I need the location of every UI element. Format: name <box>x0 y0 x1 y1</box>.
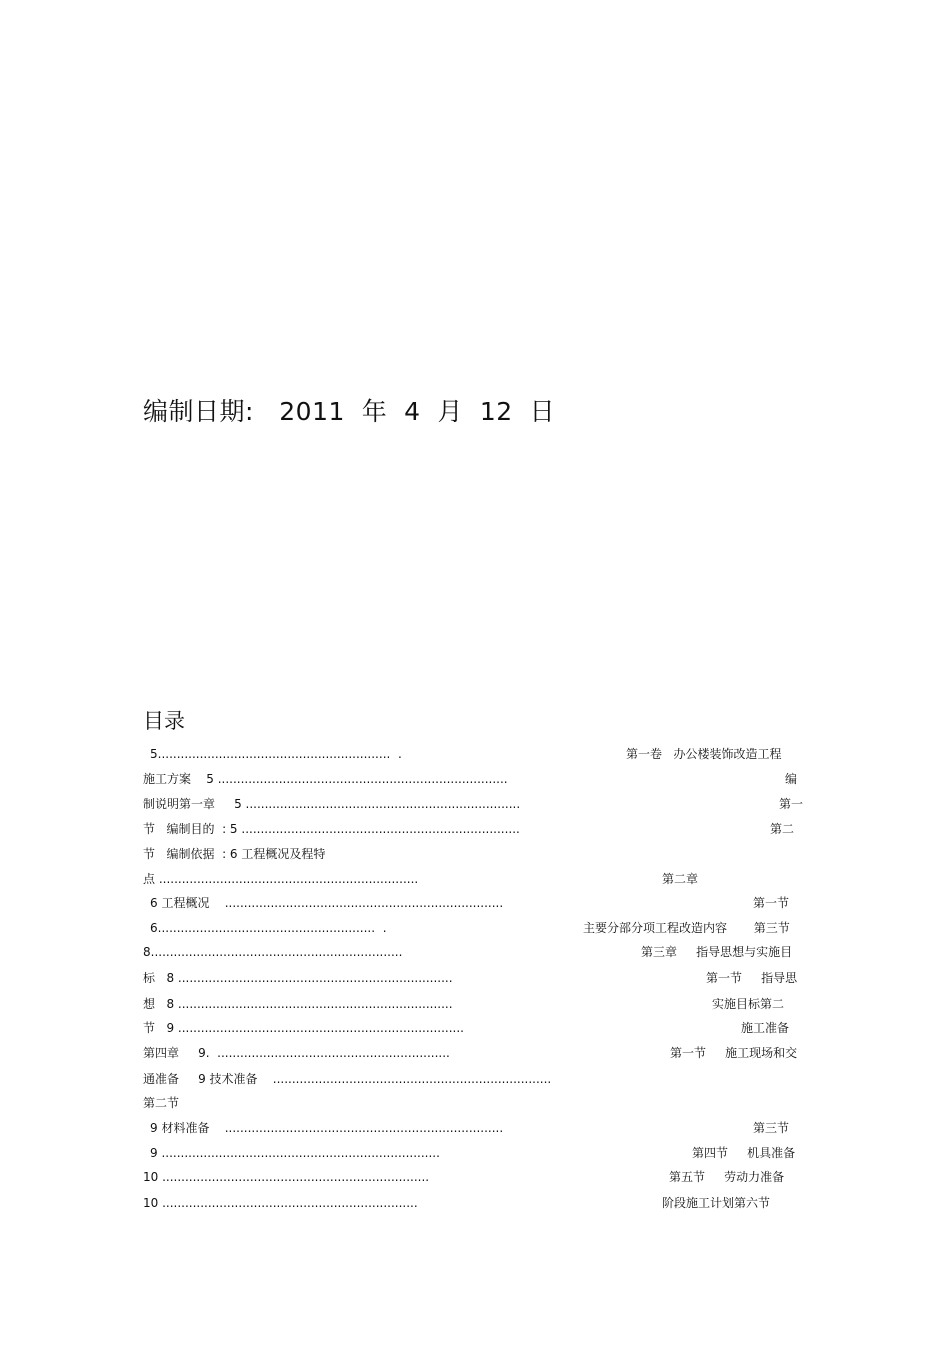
toc-line: 第一节 <box>753 896 790 910</box>
toc-line: 第二 <box>770 822 795 836</box>
toc-line: 8.................................................................. <box>143 945 403 959</box>
toc-line: 通准备 9 技术准备 ......................................................................... <box>143 1072 552 1086</box>
toc-line: 标 8 ........................................................................ <box>143 971 453 985</box>
toc-line: 施工准备 <box>741 1021 790 1035</box>
toc-line: 节 编制目的 : 5 ......................................................................... <box>143 822 520 836</box>
toc-line: 想 8 ........................................................................ <box>143 997 453 1011</box>
toc-line: 10 ...................................................................... <box>143 1170 430 1184</box>
toc-line: 第三节 <box>753 1121 790 1135</box>
toc-line: 9 ......................................................................... <box>150 1146 440 1160</box>
toc-line: 制说明第一章 5 ........................................................................ <box>143 797 521 811</box>
toc-line: 9 材料准备 ......................................................................... <box>150 1121 504 1135</box>
toc-line: 主要分部分项工程改造内容 第三节 <box>583 921 790 935</box>
toc-line: 第一节 指导思 <box>706 971 798 985</box>
toc-line: 第四章 9. ............................................................. <box>143 1046 450 1060</box>
toc-line: 点 .................................................................... <box>143 872 419 886</box>
toc-line: 节 编制依据 : 6 工程概况及程特 <box>143 847 326 861</box>
toc-line: 第四节 机具准备 <box>692 1146 796 1160</box>
toc-line: 第一 <box>779 797 804 811</box>
toc-line: 第二章 <box>662 872 699 886</box>
toc-line: 第五节 劳动力准备 <box>669 1170 785 1184</box>
compile-date: 编制日期: 2011 年 4 月 12 日 <box>143 397 556 426</box>
toc-line: 第二节 <box>143 1096 180 1110</box>
toc-line: 10 ................................................................... <box>143 1196 418 1210</box>
toc-line: 编 <box>785 772 798 786</box>
toc-line: 第一节 施工现场和交 <box>670 1046 798 1060</box>
toc-line: 6 工程概况 ......................................................................... <box>150 896 504 910</box>
toc-line: 第一卷 办公楼装饰改造工程 <box>626 747 782 761</box>
toc-line: 6......................................................... . <box>150 921 387 935</box>
toc-line: 节 9 ........................................................................... <box>143 1021 464 1035</box>
toc-title: 目录 <box>143 709 185 733</box>
toc-line: 施工方案 5 ............................................................................ <box>143 772 508 786</box>
toc-line: 阶段施工计划第六节 <box>662 1196 771 1210</box>
toc-line: 5............................................................. . <box>150 747 402 761</box>
toc-line: 第三章 指导思想与实施目 <box>641 945 793 959</box>
toc-line: 实施目标第二 <box>712 997 785 1011</box>
